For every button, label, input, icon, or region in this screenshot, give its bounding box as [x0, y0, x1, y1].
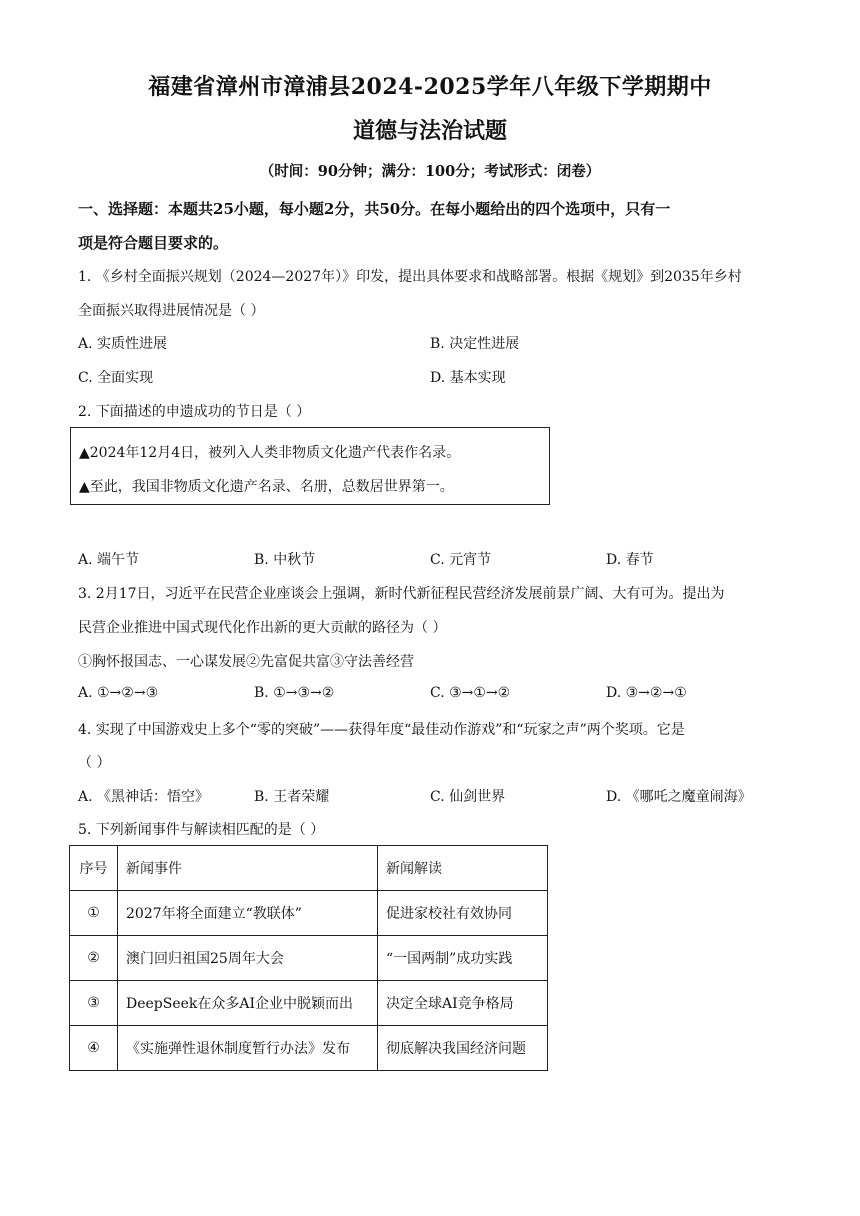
q1-option-c: C. 全面实现 [78, 370, 154, 386]
q4-stem-line2: （ ） [78, 755, 111, 771]
q2-material-line1: ▲2024年12月4日，被列入人类非物质文化遗产代表作名录。 [79, 445, 461, 461]
q3-stem-line1: 3. 2月17日，习近平在民营企业座谈会上强调，新时代新征程民营经济发展前景广阔、大有可为。提出为 [78, 586, 725, 602]
table-cell: 澳门回归祖国25周年大会 [118, 936, 378, 981]
q2-material-box [70, 427, 550, 505]
q4-option-c: C. 仙剑世界 [430, 789, 506, 805]
table-cell: ④ [70, 1026, 118, 1071]
q2-option-d: D. 春节 [606, 552, 654, 568]
table-cell: 彻底解决我国经济问题 [378, 1026, 548, 1071]
table-cell: ② [70, 936, 118, 981]
table-header-cell: 新闻解读 [378, 846, 548, 891]
table-row [70, 936, 548, 981]
q2-option-c: C. 元宵节 [430, 552, 492, 568]
table-cell: 促进家校社有效协同 [378, 891, 548, 936]
q1-option-d: D. 基本实现 [430, 370, 506, 386]
table-header-row [70, 846, 548, 891]
table-cell: ③ [70, 981, 118, 1026]
table-cell: 决定全球AI竞争格局 [378, 981, 548, 1026]
table-row [70, 891, 548, 936]
q5-news-table [69, 845, 548, 1071]
table-row [70, 981, 548, 1026]
section-heading-line1: 一、选择题：本题共25小题，每小题2分，共50分。在每小题给出的四个选项中，只有一 [78, 200, 671, 218]
q3-option-a: A. ①→②→③ [78, 685, 159, 701]
q3-option-b: B. ①→③→② [254, 685, 335, 701]
table-cell: 2027年将全面建立“教联体” [118, 891, 378, 936]
q4-option-d: D. 《哪吒之魔童闹海》 [606, 789, 752, 805]
table-row [70, 1026, 548, 1071]
table-header-cell: 新闻事件 [118, 846, 378, 891]
q5-stem: 5. 下列新闻事件与解读相匹配的是（ ） [78, 822, 325, 838]
table-cell: “一国两制”成功实践 [378, 936, 548, 981]
section-heading-line2: 项是符合题目要求的。 [78, 234, 229, 252]
q3-option-d: D. ③→②→① [606, 685, 687, 701]
q3-statements: ①胸怀报国志、一心谋发展②先富促共富③守法善经营 [78, 654, 414, 670]
table-cell: DeepSeek在众多AI企业中脱颖而出 [118, 981, 378, 1026]
q2-material-line2: ▲至此，我国非物质文化遗产名录、名册，总数居世界第一。 [79, 479, 454, 495]
q3-stem-line2: 民营企业推进中国式现代化作出新的更大贡献的路径为（ ） [78, 620, 447, 636]
exam-title-line1: 福建省漳州市漳浦县2024-2025学年八年级下学期期中 [148, 74, 712, 100]
q1-stem-line1: 1. 《乡村全面振兴规划（2024—2027年）》印发，提出具体要求和战略部署。根据《规划》到2035年乡村 [78, 269, 742, 285]
table-header-cell: 序号 [70, 846, 118, 891]
q2-stem: 2. 下面描述的申遗成功的节日是（ ） [78, 404, 311, 420]
exam-info: （时间：90分钟；满分：100分；考试形式：闭卷） [259, 163, 601, 180]
q2-option-b: B. 中秋节 [254, 552, 316, 568]
q1-option-b: B. 决定性进展 [430, 336, 520, 352]
q1-stem-line2: 全面振兴取得进展情况是（ ） [78, 303, 265, 319]
q4-option-b: B. 王者荣耀 [254, 789, 330, 805]
table-cell: ① [70, 891, 118, 936]
q2-option-a: A. 端午节 [78, 552, 140, 568]
q3-option-c: C. ③→①→② [430, 685, 511, 701]
q4-option-a: A. 《黑神话：悟空》 [78, 789, 210, 805]
table-cell: 《实施弹性退休制度暂行办法》发布 [118, 1026, 378, 1071]
q1-option-a: A. 实质性进展 [78, 336, 168, 352]
q4-stem-line1: 4. 实现了中国游戏史上多个“零的突破”——获得年度“最佳动作游戏”和“玩家之声”两个奖项。它是 [78, 722, 685, 738]
exam-title-line2: 道德与法治试题 [352, 118, 507, 144]
